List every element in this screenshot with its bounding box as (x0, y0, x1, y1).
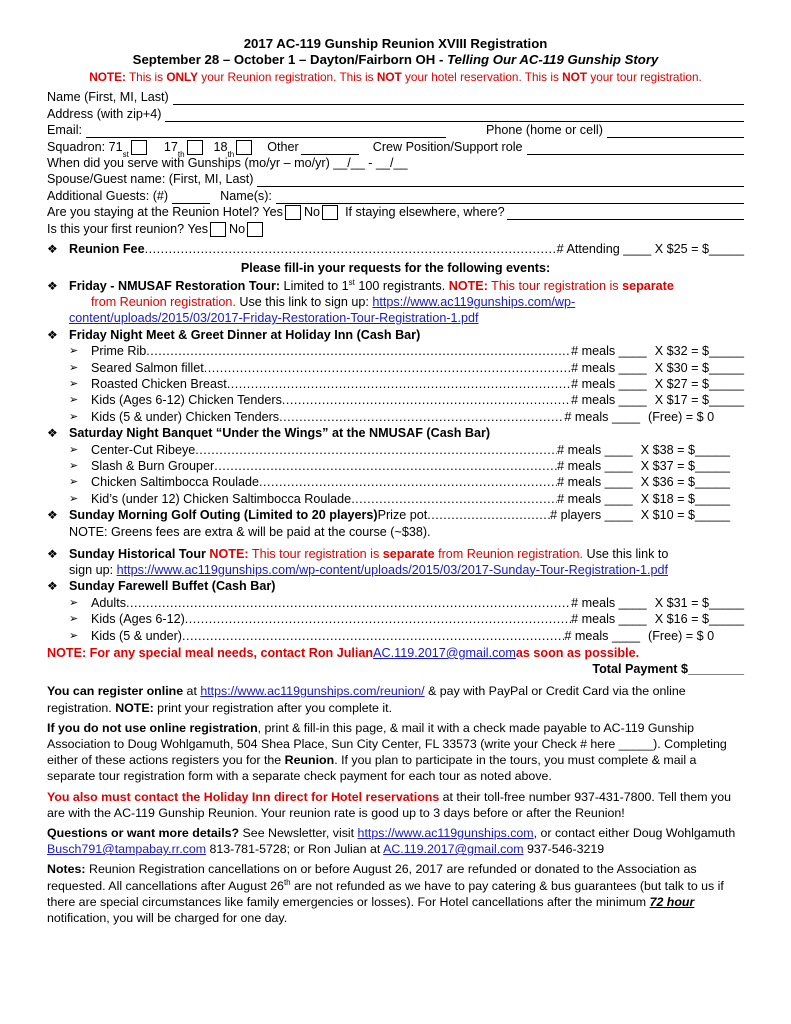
first-reunion-yes-checkbox[interactable] (210, 222, 226, 237)
spouse-field[interactable]: Spouse/Guest name: (First, MI, Last) (47, 171, 744, 187)
hotel-stay-row: Are you staying at the Reunion Hotel? Yes No If staying elsewhere, where? (47, 204, 744, 220)
special-needs-note: NOTE: For any special meal needs, contact Ron Julian AC.119.2017@gmail.com as soon as possible. (47, 645, 640, 660)
friday-tour-section: ❖ Friday - NMUSAF Restoration Tour: Limited to 1st 100 registrants. NOTE: This tour registration is separate from Reunion registration. Use this link to sign up: https://www.ac119gunships.com/wp- content/uploads/2015/03/2017-Friday-Restoration-Tour-Registration-1.pdf (47, 277, 674, 326)
menu-row: ➢ Seared Salmon fillet ..... # meals ____ X $30 = $_____ (47, 359, 744, 375)
menu-row: ➢ Adults ..... # meals ____ X $31 = $_____ (47, 594, 744, 610)
menu-row: ➢ Center-Cut Ribeye ..... # meals ____ X $38 = $_____ (47, 441, 744, 457)
arrow-bullet-icon: ➢ (69, 345, 79, 358)
attending-field[interactable]: # Attending ____ X $25 = $_____ (556, 241, 744, 256)
arrow-bullet-icon: ➢ (69, 613, 79, 626)
arrow-bullet-icon: ➢ (69, 492, 79, 505)
sunday-tour-link[interactable]: https://www.ac119gunships.com/wp-content/uploads/2015/03/2017-Sunday-Tour-Registration-1.pdf (116, 562, 669, 577)
crew-position-field[interactable] (527, 142, 744, 155)
service-dates-field[interactable]: When did you serve with Gunships (mo/yr – mo/yr) __/__ - __/__ (47, 155, 408, 170)
hotel-paragraph: You also must contact the Holiday Inn direct for Hotel reservations at their toll-free number 937-431-7800. Tell them you are with the AC-119 Gunship Reunion. Your reunion rate is good up to 3 days before or after the Reunion! (47, 789, 732, 820)
menu-row: ➢ Kids (Ages 6-12) Chicken Tenders ..... # meals ____ X $17 = $_____ (47, 392, 744, 408)
reunion-link[interactable]: https://www.ac119gunships.com/reunion/ (200, 684, 425, 699)
arrow-bullet-icon: ➢ (69, 378, 79, 391)
guest-count-field[interactable] (172, 191, 210, 204)
saturday-heading: ❖ Saturday Night Banquet “Under the Wings” at the NMUSAF (Cash Bar) (47, 426, 491, 441)
arrow-bullet-icon: ➢ (69, 629, 79, 642)
qty-field[interactable]: # meals ____ (564, 628, 640, 643)
hotel-yes-checkbox[interactable] (285, 205, 301, 220)
squadron-18-checkbox[interactable] (236, 140, 252, 155)
elsewhere-field[interactable] (507, 207, 744, 220)
diamond-bullet-icon: ❖ (47, 327, 58, 342)
menu-row: ➢ Kids (5 & under) ..... # meals ____ (Free) = $ 0 (47, 627, 744, 643)
qty-field[interactable]: # meals ____ (557, 475, 633, 490)
qty-field[interactable]: # meals ____ (571, 393, 647, 408)
squadron-row: Squadron: 71 st 17 th 18 th Other Crew Position/Support role (47, 138, 744, 154)
arrow-bullet-icon: ➢ (69, 596, 79, 609)
website-link[interactable]: https://www.ac119gunships.com (357, 825, 534, 840)
notes-paragraph: Notes: Reunion Registration cancellations on or before August 26, 2017 are refunded or donated to the Association as requested. All cancellations after August 26th are not refunded as we have to pay catering & bus guarantees (but talk to us if there are special circumstances like family emergencies or losses). For Hotel cancellations after the minimum 72 hour notification, you will be charged for one day. (47, 862, 724, 925)
email-phone-row: Email: Phone (home or cell) (47, 122, 744, 138)
qty-field[interactable]: # meals ____ (557, 491, 633, 506)
menu-row: ➢ Kids (5 & under) Chicken Tenders ..... # meals ____ (Free) = $ 0 (47, 408, 744, 424)
menu-row: ➢ Prime Rib ..... # meals ____ X $32 = $_____ (47, 343, 744, 359)
arrow-bullet-icon: ➢ (69, 394, 79, 407)
diamond-bullet-icon: ❖ (47, 278, 58, 293)
contact-email-link[interactable]: AC.119.2017@gmail.com (373, 645, 516, 660)
arrow-bullet-icon: ➢ (69, 443, 79, 456)
sunday-buffet-heading: ❖ Sunday Farewell Buffet (Cash Bar) (47, 579, 276, 594)
hotel-no-checkbox[interactable] (322, 205, 338, 220)
offline-registration-paragraph: If you do not use online registration, print & fill-in this page, & mail it with a check made payable to AC-119 Gunship Association to Doug Wohlgamuth, 504 Shea Place, Sun City Center, FL 33573 (write your Check # here _____). Completing either of these actions registers you for the Reunion. If you plan to participate in the tours, you must complete & mail a separate tour registration form with a separate check payment for each tour as noted above. (47, 720, 727, 784)
menu-row: ➢ Slash & Burn Grouper ..... # meals ____ X $37 = $_____ (47, 458, 744, 474)
friday-tour-link[interactable]: https://www.ac119gunships.com/wp- (372, 295, 576, 310)
arrow-bullet-icon: ➢ (69, 361, 79, 374)
menu-row: ➢ Roasted Chicken Breast ..... # meals ____ X $27 = $_____ (47, 376, 744, 392)
friday-tour-link-cont[interactable]: content/uploads/2015/03/2017-Friday-Restoration-Tour-Registration-1.pdf (69, 311, 479, 326)
qty-field[interactable]: # meals ____ (571, 595, 647, 610)
arrow-bullet-icon: ➢ (69, 476, 79, 489)
other-squadron-field[interactable] (301, 142, 359, 155)
ron-email-link[interactable]: AC.119.2017@gmail.com (383, 842, 524, 857)
menu-row: ➢ Chicken Saltimbocca Roulade ..... # meals ____ X $36 = $_____ (47, 474, 744, 490)
arrow-bullet-icon: ➢ (69, 410, 79, 423)
arrow-bullet-icon: ➢ (69, 460, 79, 473)
guests-row: Additional Guests: (#) Name(s): (47, 187, 744, 203)
registration-notice: NOTE: This is ONLY your Reunion registration. This is NOT your hotel reservation. This is NOT your tour registration. (89, 70, 702, 84)
qty-field[interactable]: # meals ____ (571, 377, 647, 392)
friday-dinner-heading: ❖ Friday Night Meet & Greet Dinner at Holiday Inn (Cash Bar) (47, 327, 421, 342)
guest-names-field[interactable] (276, 191, 744, 204)
questions-paragraph: Questions or want more details? See Newsletter, visit https://www.ac119gunships.com, or contact either Doug Wohlgamuth Busch791@tampabay.rr.com 813-781-5728; or Ron Julian at AC.119.2017@gmail.com 937-546-3219 (47, 825, 736, 857)
first-reunion-no-checkbox[interactable] (247, 222, 263, 237)
menu-row: ➢ Kid’s (under 12) Chicken Saltimbocca Roulade ..... # meals ____ X $18 = $_____ (47, 490, 744, 506)
reunion-fee-row: ❖ Reunion Fee ..... # Attending ____ X $25 = $_____ (47, 241, 744, 257)
diamond-bullet-icon: ❖ (47, 508, 58, 523)
page-subtitle: September 28 – October 1 – Dayton/Fairborn OH - Telling Our AC-119 Gunship Story (132, 52, 659, 67)
phone-field[interactable] (607, 125, 744, 138)
golf-note: NOTE: Greens fees are extra & will be paid at the course (~$38). (69, 524, 431, 539)
total-payment[interactable]: Total Payment $________ (592, 662, 744, 677)
squadron-17-checkbox[interactable] (187, 140, 203, 155)
diamond-bullet-icon: ❖ (47, 546, 58, 561)
menu-row: ➢ Kids (Ages 6-12) ..... # meals ____ X $16 = $_____ (47, 611, 744, 627)
squadron-71-checkbox[interactable] (131, 140, 147, 155)
diamond-bullet-icon: ❖ (47, 426, 58, 441)
players-field[interactable]: # players ____ (550, 508, 633, 523)
qty-field[interactable]: # meals ____ (557, 459, 633, 474)
qty-field[interactable]: # meals ____ (571, 360, 647, 375)
diamond-bullet-icon: ❖ (47, 579, 58, 594)
email-field[interactable] (86, 125, 446, 138)
qty-field[interactable]: # meals ____ (557, 442, 633, 457)
qty-field[interactable]: # meals ____ (564, 409, 640, 424)
name-field[interactable]: Name (First, MI, Last) (47, 89, 744, 105)
address-field[interactable]: Address (with zip+4) (47, 105, 744, 121)
qty-field[interactable]: # meals ____ (571, 612, 647, 627)
golf-row: ❖ Sunday Morning Golf Outing (Limited to 20 players) Prize pot ..... # players ____ X $10 = $_____ (47, 507, 744, 523)
first-reunion-row: Is this your first reunion? Yes No (47, 220, 744, 236)
doug-email-link[interactable]: Busch791@tampabay.rr.com (47, 842, 207, 857)
sunday-tour-section: ❖ Sunday Historical Tour NOTE: This tour registration is separate from Reunion registration. Use this link to sign up: https://www.ac119gunships.com/wp-content/uploads/2015/03/2017-Sunday-Tour-Registration-1.pdf (47, 546, 669, 577)
registration-form (47, 36, 744, 926)
diamond-bullet-icon: ❖ (47, 241, 58, 256)
qty-field[interactable]: # meals ____ (571, 344, 647, 359)
online-registration-paragraph: You can register online at https://www.ac119gunships.com/reunion/ & pay with PayPal or Credit Card via the online registration. NOTE: print your registration after you complete it. (47, 684, 686, 715)
page-title: 2017 AC-119 Gunship Reunion XVIII Registration (243, 36, 548, 51)
events-heading: Please fill-in your requests for the following events: (240, 260, 551, 275)
